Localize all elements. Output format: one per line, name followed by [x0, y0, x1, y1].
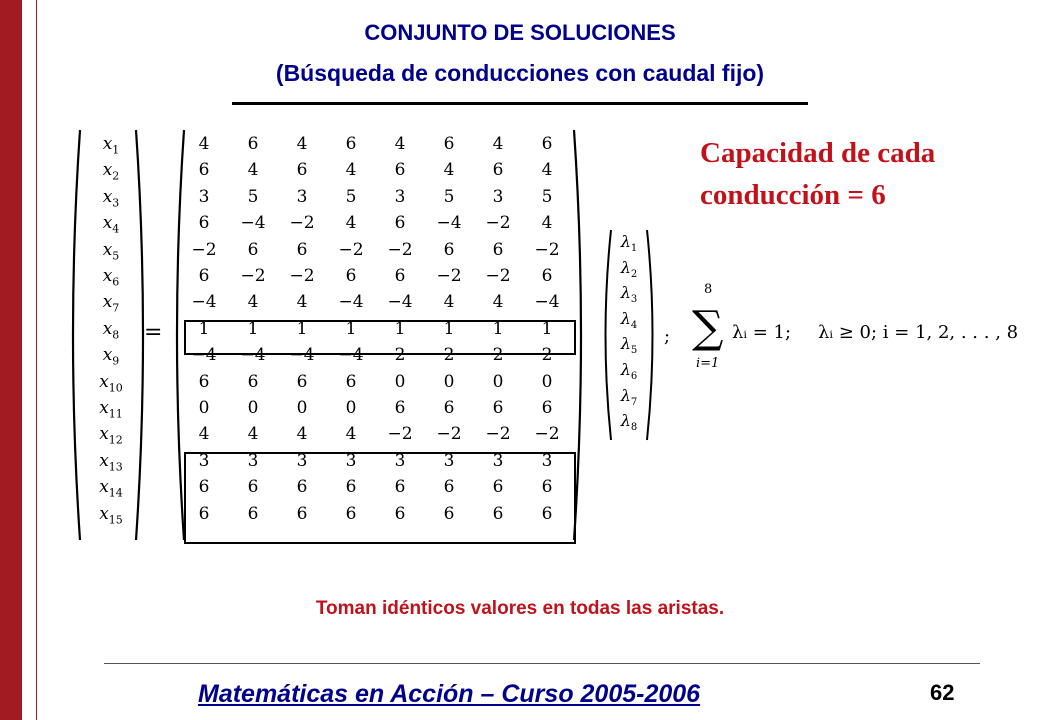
matrix-cell: −2 — [240, 266, 266, 286]
matrix-cell: 6 — [541, 266, 553, 286]
matrix-cell: 6 — [345, 371, 357, 392]
matrix-cell: 2 — [541, 345, 553, 366]
matrix-cell: 6 — [345, 266, 357, 286]
matrix-cell: 6 — [541, 503, 553, 524]
matrix-cell: 5 — [541, 186, 553, 207]
x-vector-entry: $x_{10}$ — [99, 371, 123, 394]
matrix-cell: 6 — [443, 398, 455, 418]
matrix-cell: 6 — [247, 134, 259, 154]
matrix-cell: 1 — [443, 318, 455, 339]
matrix-cell: 3 — [247, 450, 259, 471]
x-vector-entry: $x_{14}$ — [99, 477, 123, 500]
matrix-cell: 6 — [247, 371, 259, 392]
matrix-cell: 3 — [492, 186, 504, 207]
matrix-cell: −2 — [191, 239, 217, 260]
x-vector-left-paren — [64, 128, 84, 542]
matrix-cell: 6 — [198, 213, 210, 234]
lambda-vector-entry: $\lambda_6$ — [620, 360, 638, 383]
matrix-cell: 2 — [492, 345, 504, 366]
matrix-cell: −4 — [338, 292, 364, 313]
matrix-cell: 4 — [198, 424, 210, 445]
matrix-cell: 6 — [345, 134, 357, 154]
sum-lower-limit: i=1 — [696, 356, 720, 371]
matrix-cell: −2 — [534, 424, 560, 445]
matrix-cell: 4 — [247, 160, 259, 181]
matrix-cell: −2 — [387, 239, 413, 260]
matrix-cell: 4 — [345, 213, 357, 234]
capacity-line-2: conducción = 6 — [700, 179, 886, 211]
matrix-cell: 4 — [296, 134, 308, 154]
matrix-cell: 5 — [247, 186, 259, 207]
matrix-cell: −4 — [338, 345, 364, 366]
boxed-row-highlight — [184, 320, 576, 355]
x-vector-entry: $x_{11}$ — [99, 398, 123, 421]
x-vector-entry: $x_9$ — [102, 345, 120, 368]
x-vector-entry: $x_5$ — [102, 239, 120, 262]
matrix-cell: 4 — [296, 424, 308, 445]
matrix-cell: 3 — [198, 186, 210, 207]
matrix-cell: −4 — [240, 345, 266, 366]
lambda-vector-entry: $\lambda_3$ — [620, 283, 638, 306]
matrix-cell: 3 — [198, 450, 210, 471]
matrix-cell: 6 — [345, 477, 357, 498]
matrix-cell: −4 — [191, 292, 217, 313]
matrix-cell: 6 — [443, 239, 455, 260]
lambda-vector-entry: $\lambda_7$ — [620, 385, 638, 408]
capacity-annotation — [700, 132, 935, 216]
lambda-vector-entry: $\lambda_1$ — [620, 232, 638, 255]
matrix-cell: 6 — [541, 134, 553, 154]
x-vector-entry: $x_{15}$ — [99, 503, 123, 526]
matrix-cell: 4 — [492, 134, 504, 154]
x-vector-entry: $x_1$ — [102, 134, 120, 157]
matrix-cell: −2 — [289, 266, 315, 286]
x-vector-entry: $x_2$ — [102, 160, 120, 183]
matrix-cell: −4 — [534, 292, 560, 313]
matrix-cell: 6 — [394, 398, 406, 418]
matrix-cell: 6 — [296, 503, 308, 524]
matrix-cell: 0 — [443, 371, 455, 392]
x-vector-entry: $x_7$ — [102, 292, 120, 315]
matrix-cell: 6 — [247, 239, 259, 260]
matrix-cell: 6 — [247, 477, 259, 498]
matrix-cell: 1 — [296, 318, 308, 339]
matrix-cell: 6 — [198, 371, 210, 392]
matrix-cell: −2 — [289, 213, 315, 234]
lambda-vector-entry: $\lambda_5$ — [620, 334, 638, 357]
matrix-cell: 6 — [541, 477, 553, 498]
bottom-note: Toman idénticos valores en todas las aristas. — [315, 598, 725, 619]
matrix-cell: 3 — [443, 450, 455, 471]
matrix-cell: 6 — [492, 160, 504, 181]
lambda-vector-entry: $\lambda_8$ — [620, 411, 638, 434]
matrix-cell: 1 — [541, 318, 553, 339]
matrix-cell: 6 — [394, 503, 406, 524]
matrix-cell: 6 — [345, 503, 357, 524]
matrix-cell: 6 — [296, 371, 308, 392]
matrix-cell: −4 — [191, 345, 217, 366]
matrix-cell: −2 — [338, 239, 364, 260]
matrix-cell: 4 — [492, 292, 504, 313]
matrix-cell: 4 — [443, 292, 455, 313]
matrix-cell: −2 — [387, 424, 413, 445]
matrix-cell: −2 — [436, 266, 462, 286]
matrix-cell: 3 — [541, 450, 553, 471]
x-vector-entry: $x_6$ — [102, 266, 120, 289]
matrix-cell: 4 — [345, 160, 357, 181]
footer-divider — [104, 663, 980, 664]
matrix-cell: 1 — [345, 318, 357, 339]
semicolon: ; — [664, 326, 671, 347]
matrix-cell: 4 — [394, 134, 406, 154]
matrix-cell: −2 — [436, 424, 462, 445]
matrix-cell: 2 — [443, 345, 455, 366]
matrix-cell: −4 — [240, 213, 266, 234]
matrix-cell: 3 — [296, 450, 308, 471]
matrix-cell: 0 — [492, 371, 504, 392]
matrix-cell: 1 — [394, 318, 406, 339]
matrix-cell: 0 — [247, 398, 259, 418]
matrix-cell: −2 — [534, 239, 560, 260]
matrix-cell: 4 — [198, 134, 210, 154]
matrix-cell: 6 — [492, 477, 504, 498]
matrix-cell: 3 — [296, 186, 308, 207]
matrix-cell: 1 — [247, 318, 259, 339]
matrix-cell: 0 — [296, 398, 308, 418]
matrix-cell: 6 — [541, 398, 553, 418]
matrix-cell: 6 — [394, 477, 406, 498]
equals-sign: = — [144, 320, 163, 345]
matrix-cell: 6 — [198, 160, 210, 181]
matrix-cell: 6 — [492, 398, 504, 418]
matrix-cell: 1 — [492, 318, 504, 339]
matrix-cell: 6 — [296, 477, 308, 498]
matrix-cell: −2 — [485, 213, 511, 234]
matrix-cell: 6 — [198, 503, 210, 524]
page-number: 62 — [930, 680, 955, 705]
sum-upper-limit: 8 — [704, 282, 713, 297]
matrix-cell: 6 — [394, 213, 406, 234]
matrix-cell: 6 — [198, 477, 210, 498]
capacity-line-1: Capacidad de cada — [700, 137, 936, 169]
matrix-cell: −4 — [289, 345, 315, 366]
matrix-cell: 6 — [492, 503, 504, 524]
matrix-cell: 4 — [443, 160, 455, 181]
matrix-cell: 4 — [296, 292, 308, 313]
matrix-cell: 6 — [296, 239, 308, 260]
matrix-cell: 0 — [541, 371, 553, 392]
lambda-vector-right-paren — [644, 228, 660, 442]
matrix-cell: −2 — [485, 424, 511, 445]
matrix-cell: 6 — [296, 160, 308, 181]
matrix-cell: 6 — [247, 503, 259, 524]
sum-symbol: ∑ — [692, 302, 724, 353]
matrix-cell: 4 — [247, 292, 259, 313]
matrix-cell: −2 — [485, 266, 511, 286]
matrix-cell: 4 — [541, 160, 553, 181]
matrix-cell: 1 — [198, 318, 210, 339]
matrix-cell: 6 — [443, 503, 455, 524]
matrix-cell: 2 — [394, 345, 406, 366]
matrix-cell: 4 — [247, 424, 259, 445]
matrix-cell: 5 — [345, 186, 357, 207]
matrix-cell: 3 — [394, 450, 406, 471]
matrix-cell: 0 — [198, 398, 210, 418]
x-vector-entry: $x_{13}$ — [99, 450, 123, 474]
matrix-cell: 6 — [198, 266, 210, 286]
lambda-vector-entry: $\lambda_4$ — [620, 308, 638, 331]
matrix-cell: 6 — [492, 239, 504, 260]
sum-constraint: λᵢ = 1; — [732, 322, 792, 343]
lambda-vector-entry: $\lambda_2$ — [620, 257, 638, 280]
x-vector-entry: $x_8$ — [102, 318, 120, 342]
title-line-1: CONJUNTO DE SOLUCIONES — [364, 20, 676, 45]
x-vector-entry: $x_3$ — [102, 186, 120, 210]
x-vector-entry: $x_{12}$ — [99, 424, 123, 447]
matrix-cell: 0 — [345, 398, 357, 418]
matrix-cell: −4 — [387, 292, 413, 313]
footer-course-title: Matemáticas en Acción – Curso 2005-2006 — [198, 680, 701, 708]
matrix-cell: 3 — [492, 450, 504, 471]
matrix-cell: 6 — [394, 160, 406, 181]
matrix-cell: 6 — [443, 134, 455, 154]
x-vector-entry: $x_4$ — [102, 213, 120, 236]
matrix-cell: 4 — [345, 424, 357, 445]
matrix-cell: −4 — [436, 213, 462, 234]
title-underline — [232, 102, 808, 105]
matrix-cell: 3 — [394, 186, 406, 207]
matrix-cell: 3 — [345, 450, 357, 471]
matrix-cell: 4 — [541, 213, 553, 234]
matrix-cell: 6 — [394, 266, 406, 286]
nonnegativity-constraint: λᵢ ≥ 0; i = 1, 2, . . . , 8 — [818, 322, 1019, 343]
matrix-cell: 5 — [443, 186, 455, 207]
matrix-cell: 6 — [443, 477, 455, 498]
boxed-rows-highlight — [184, 452, 576, 544]
matrix-cell: 0 — [394, 371, 406, 392]
title-line-2: (Búsqueda de conducciones con caudal fijo) — [275, 60, 765, 86]
